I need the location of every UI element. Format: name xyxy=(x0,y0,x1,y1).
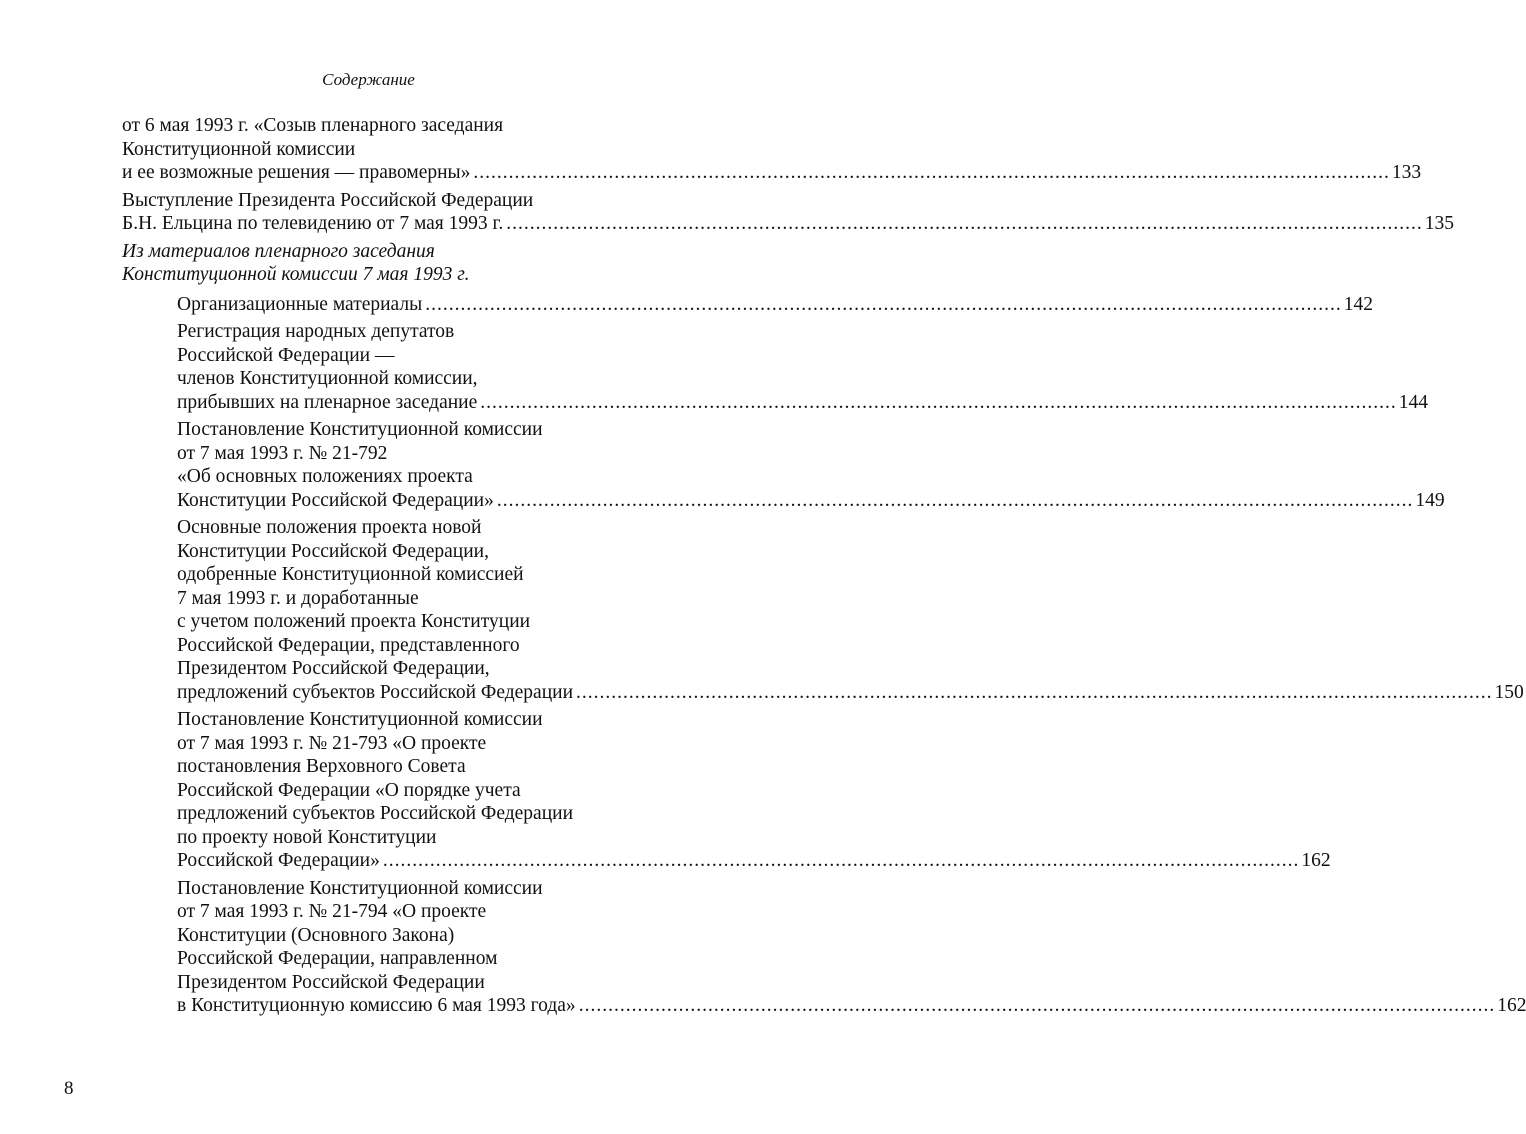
toc-entry-last-line xyxy=(177,293,1373,317)
table-of-contents xyxy=(122,114,1526,1022)
toc-entry-line: 7 мая 1993 г. и доработанные xyxy=(177,587,419,609)
toc-entry-line: Российской Федерации — xyxy=(177,344,395,366)
toc-entry-line: Постановление Конституционной комиссии xyxy=(177,709,543,730)
toc-page-number: 133 xyxy=(1391,162,1422,183)
toc-entry-line: с учетом положений проекта Конституции xyxy=(177,611,531,632)
toc-page-number: 144 xyxy=(1398,391,1429,413)
running-header: Содержание xyxy=(322,70,415,89)
toc-entry-line: Постановление Конституционной комиссии xyxy=(177,419,543,440)
toc-page-number: 149 xyxy=(1415,489,1445,511)
toc-leader-dots: ............................................................................................................................................................ xyxy=(576,681,1493,703)
toc-leader-dots: ............................................................................................................................................................ xyxy=(578,995,1496,1016)
toc-entry-line: от 6 мая 1993 г. «Созыв пленарного заседания xyxy=(122,115,504,136)
toc-leader-dots: ............................................................................................................................................................ xyxy=(425,293,1342,315)
page-number: 8 xyxy=(64,1078,74,1099)
toc-entry xyxy=(122,189,1454,236)
toc-entry-line: от 7 мая 1993 г. № 21-794 «О проекте xyxy=(177,901,487,922)
toc-entry-line: Основные положения проекта новой xyxy=(177,517,482,538)
toc-entry-line: от 7 мая 1993 г. № 21-792 xyxy=(177,442,388,464)
toc-entry-line: членов Конституционной комиссии, xyxy=(177,368,478,389)
toc-page-number: 162 xyxy=(1301,850,1331,871)
toc-entry-line: Конституции Российской Федерации, xyxy=(177,540,489,562)
toc-entry-last-line xyxy=(122,161,1422,185)
toc-entry-last-line xyxy=(177,489,1445,513)
toc-entry-title-end: Организационные материалы xyxy=(177,293,423,315)
toc-entry xyxy=(177,516,1524,704)
toc-leader-dots: ............................................................................................................................................................ xyxy=(496,489,1414,511)
toc-entry-title-end: Б.Н. Ельцина по телевидению от 7 мая 1993 г. xyxy=(122,213,504,234)
toc-entry-line: Конституции (Основного Закона) xyxy=(177,924,455,946)
toc-entry-line: Регистрация народных депутатов xyxy=(177,321,455,342)
toc-entry-line: Постановление Конституционной комиссии xyxy=(177,877,543,899)
toc-entry-title-end: в Конституционную комиссию 6 мая 1993 года» xyxy=(177,995,576,1016)
toc-entry xyxy=(122,114,1422,185)
toc-entry-last-line xyxy=(177,849,1331,873)
toc-page-number: 162 xyxy=(1497,995,1526,1016)
toc-entry-line: Российской Федерации, направленном xyxy=(177,948,498,969)
toc-page-number: 135 xyxy=(1424,213,1454,234)
toc-leader-dots: ............................................................................................................................................................ xyxy=(480,391,1397,413)
toc-entry-last-line xyxy=(177,681,1524,705)
toc-entry-line: Президентом Российской Федерации, xyxy=(177,658,490,679)
toc-leader-dots: ............................................................................................................................................................ xyxy=(382,850,1300,871)
toc-entry-title-end: предложений субъектов Российской Федерации xyxy=(177,681,573,703)
toc-leader-dots: ............................................................................................................................................................ xyxy=(473,162,1390,183)
toc-section-heading xyxy=(122,240,688,287)
toc-entry-line: Российской Федерации «О порядке учета xyxy=(177,779,521,801)
toc-entry-last-line xyxy=(177,994,1526,1018)
toc-entry-line: Президентом Российской Федерации xyxy=(177,971,485,993)
toc-top-entries xyxy=(122,114,1454,236)
section-heading-line: Конституционной комиссии 7 мая 1993 г. xyxy=(122,264,470,285)
toc-entry-line: Российской Федерации, представленного xyxy=(177,634,520,656)
toc-entry-title-end: и ее возможные решения — правомерны» xyxy=(122,162,471,183)
toc-entry-last-line xyxy=(177,391,1429,415)
toc-entry-title-end: Конституции Российской Федерации» xyxy=(177,489,494,511)
toc-entry-line: Конституционной комиссии xyxy=(122,138,356,160)
toc-page-number: 150 xyxy=(1494,681,1524,703)
toc-entry-last-line xyxy=(122,212,1454,236)
toc-entry-line: от 7 мая 1993 г. № 21-793 «О проекте xyxy=(177,732,487,754)
section-heading-line: Из материалов пленарного заседания xyxy=(122,240,435,262)
toc-sub-entries xyxy=(122,293,1526,1018)
toc-entry xyxy=(177,877,1526,1018)
toc-page-number: 142 xyxy=(1343,293,1373,315)
toc-entry-title-end: Российской Федерации» xyxy=(177,850,380,871)
toc-entry xyxy=(177,293,1373,317)
toc-entry-line: постановления Верховного Совета xyxy=(177,756,466,777)
toc-entry-line: Выступление Президента Российской Федерации xyxy=(122,189,534,211)
toc-entry xyxy=(177,320,1429,414)
toc-entry xyxy=(177,418,1445,512)
toc-entry-line: по проекту новой Конституции xyxy=(177,826,437,848)
toc-entry-title-end: прибывших на пленарное заседание xyxy=(177,391,478,413)
toc-entry xyxy=(177,708,1331,873)
toc-entry-line: одобренные Конституционной комиссией xyxy=(177,564,524,585)
toc-entry-line: «Об основных положениях проекта xyxy=(177,466,473,487)
toc-leader-dots: ............................................................................................................................................................ xyxy=(506,213,1423,234)
toc-entry-line: предложений субъектов Российской Федерации xyxy=(177,803,573,824)
